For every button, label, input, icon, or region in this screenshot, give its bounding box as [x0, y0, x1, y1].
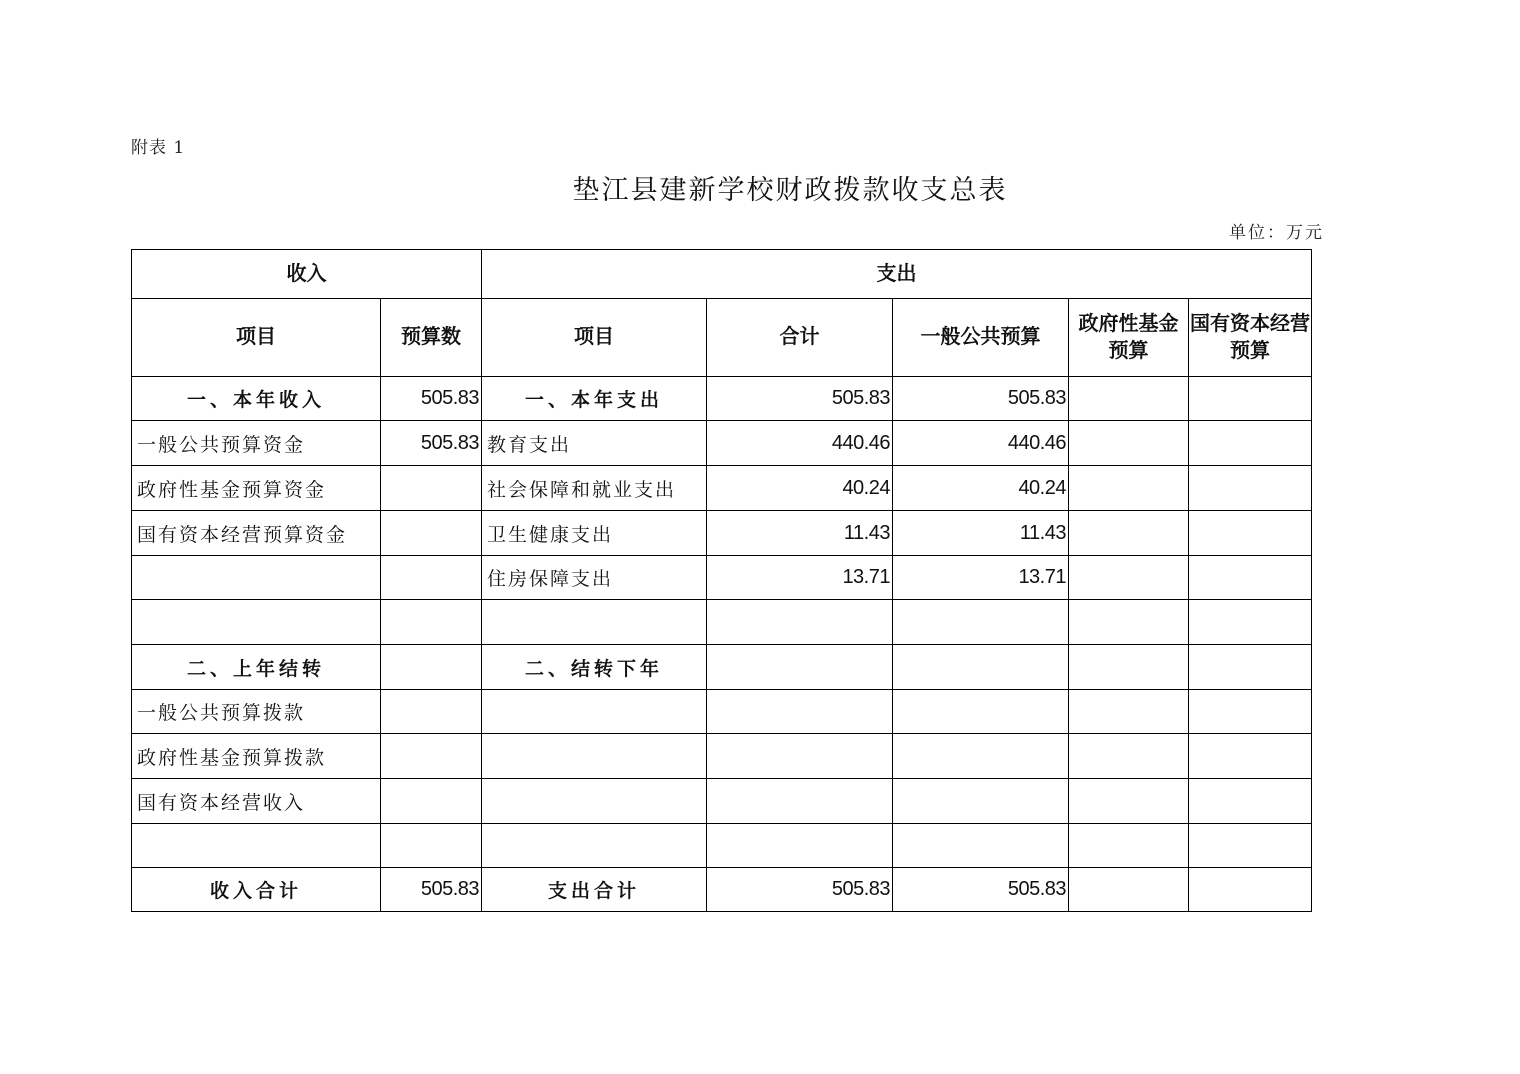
total-cell: [707, 779, 893, 824]
income-group-header: 收入: [132, 250, 482, 299]
unit-label: 单位：万元: [1229, 223, 1324, 243]
income-total-label: 收入合计: [132, 868, 381, 912]
gov-fund-cell: [1069, 824, 1189, 868]
general-budget-cell: 11.43: [893, 511, 1069, 556]
gov-fund-cell: [1069, 600, 1189, 645]
state-capital-cell: [1189, 824, 1312, 868]
expense-item-cell: [482, 824, 707, 868]
state-capital-cell: [1189, 511, 1312, 556]
gov-fund-cell: [1069, 377, 1189, 421]
general-budget-cell: 440.46: [893, 421, 1069, 466]
income-budget-cell: [381, 824, 482, 868]
expense-item-cell: 住房保障支出: [482, 556, 707, 600]
income-budget-cell: 505.83: [381, 421, 482, 466]
table-row: [132, 421, 1312, 466]
expense-item-cell: [482, 600, 707, 645]
expense-item-cell: 二、结转下年: [482, 645, 707, 690]
expense-group-header: 支出: [482, 250, 1312, 299]
income-item-cell: [132, 556, 381, 600]
page-title: 垫江县建新学校财政拨款收支总表: [572, 175, 1008, 206]
total-cell: [707, 645, 893, 690]
col-header-income-budget: 预算数: [381, 299, 482, 377]
expense-item-cell: 一、本年支出: [482, 377, 707, 421]
income-item-cell: 二、上年结转: [132, 645, 381, 690]
general-budget-cell: 505.83: [893, 377, 1069, 421]
income-budget-cell: [381, 600, 482, 645]
total-cell: [707, 690, 893, 734]
table-row: [132, 734, 1312, 779]
table-row: [132, 600, 1312, 645]
gov-fund-cell: [1069, 466, 1189, 511]
appendix-label: 附表 1: [131, 138, 186, 158]
expense-item-cell: 教育支出: [482, 421, 707, 466]
table-row: [132, 824, 1312, 868]
general-budget-cell: [893, 645, 1069, 690]
col-header-total: 合计: [707, 299, 893, 377]
total-cell: [707, 824, 893, 868]
total-cell: [707, 600, 893, 645]
state-capital-cell: [1189, 421, 1312, 466]
table-row: [132, 511, 1312, 556]
income-item-cell: [132, 600, 381, 645]
col-header-income-item: 项目: [132, 299, 381, 377]
total-cell: 505.83: [707, 377, 893, 421]
gov-fund-cell: [1069, 421, 1189, 466]
general-budget-cell: 505.83: [893, 868, 1069, 912]
income-item-cell: 一、本年收入: [132, 377, 381, 421]
state-capital-cell: [1189, 779, 1312, 824]
general-budget-cell: [893, 824, 1069, 868]
state-capital-cell: [1189, 868, 1312, 912]
state-capital-cell: [1189, 556, 1312, 600]
income-budget-cell: [381, 511, 482, 556]
income-item-cell: 国有资本经营预算资金: [132, 511, 381, 556]
col-header-state-capital: 国有资本经营预算: [1189, 299, 1312, 377]
income-budget-cell: [381, 779, 482, 824]
state-capital-cell: [1189, 377, 1312, 421]
general-budget-cell: [893, 600, 1069, 645]
state-capital-cell: [1189, 645, 1312, 690]
column-header-row: [132, 299, 1312, 377]
table-row: [132, 556, 1312, 600]
gov-fund-cell: [1069, 734, 1189, 779]
expense-item-cell: [482, 779, 707, 824]
group-header-row: [132, 250, 1312, 299]
gov-fund-cell: [1069, 779, 1189, 824]
total-cell: 505.83: [707, 868, 893, 912]
total-cell: 40.24: [707, 466, 893, 511]
income-budget-cell: [381, 466, 482, 511]
expense-item-cell: [482, 690, 707, 734]
table-row: [132, 690, 1312, 734]
budget-summary-table: [131, 249, 1312, 912]
income-item-cell: 一般公共预算资金: [132, 421, 381, 466]
expense-item-cell: 卫生健康支出: [482, 511, 707, 556]
state-capital-cell: [1189, 466, 1312, 511]
table-row: [132, 377, 1312, 421]
general-budget-cell: [893, 779, 1069, 824]
state-capital-cell: [1189, 734, 1312, 779]
general-budget-cell: 40.24: [893, 466, 1069, 511]
income-item-cell: 政府性基金预算拨款: [132, 734, 381, 779]
expense-item-cell: 社会保障和就业支出: [482, 466, 707, 511]
income-budget-cell: [381, 734, 482, 779]
state-capital-cell: [1189, 600, 1312, 645]
income-budget-cell: [381, 556, 482, 600]
income-item-cell: 国有资本经营收入: [132, 779, 381, 824]
general-budget-cell: [893, 734, 1069, 779]
expense-total-label: 支出合计: [482, 868, 707, 912]
income-budget-cell: 505.83: [381, 377, 482, 421]
state-capital-cell: [1189, 690, 1312, 734]
col-header-general-budget: 一般公共预算: [893, 299, 1069, 377]
col-header-expense-item: 项目: [482, 299, 707, 377]
table-row: [132, 645, 1312, 690]
col-header-gov-fund: 政府性基金预算: [1069, 299, 1189, 377]
income-item-cell: [132, 824, 381, 868]
total-cell: 13.71: [707, 556, 893, 600]
total-cell: [707, 734, 893, 779]
general-budget-cell: 13.71: [893, 556, 1069, 600]
gov-fund-cell: [1069, 868, 1189, 912]
expense-item-cell: [482, 734, 707, 779]
table-row: [132, 779, 1312, 824]
gov-fund-cell: [1069, 556, 1189, 600]
income-item-cell: 政府性基金预算资金: [132, 466, 381, 511]
income-budget-cell: [381, 645, 482, 690]
total-cell: 11.43: [707, 511, 893, 556]
income-total-value: 505.83: [381, 868, 482, 912]
general-budget-cell: [893, 690, 1069, 734]
gov-fund-cell: [1069, 690, 1189, 734]
income-item-cell: 一般公共预算拨款: [132, 690, 381, 734]
income-budget-cell: [381, 690, 482, 734]
gov-fund-cell: [1069, 645, 1189, 690]
table-row-total: [132, 868, 1312, 912]
total-cell: 440.46: [707, 421, 893, 466]
table-row: [132, 466, 1312, 511]
gov-fund-cell: [1069, 511, 1189, 556]
